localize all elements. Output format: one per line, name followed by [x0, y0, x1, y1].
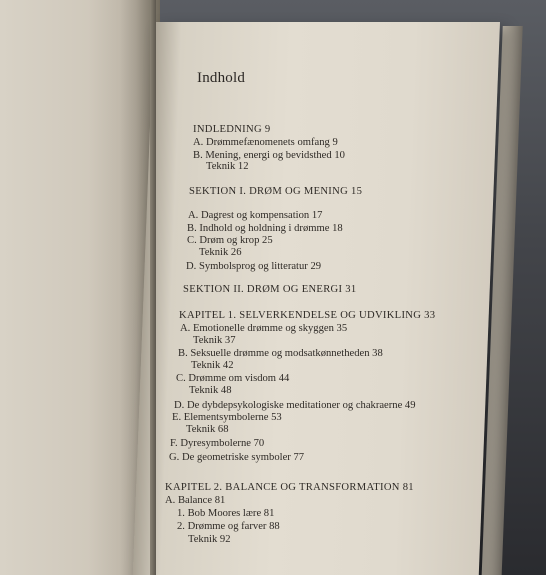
toc-line: INDLEDNING 9 — [193, 124, 271, 135]
toc-line: Teknik 42 — [191, 360, 234, 371]
toc-line: KAPITEL 2. BALANCE OG TRANSFORMATION 81 — [165, 482, 414, 493]
toc-line: Teknik 92 — [188, 534, 231, 545]
toc-line: B. Indhold og holdning i drømme 18 — [187, 223, 343, 234]
toc-line: B. Seksuelle drømme og modsatkønnetheden 38 — [178, 348, 383, 359]
toc-line: A. Balance 81 — [165, 495, 226, 506]
page-title: Indhold — [197, 70, 246, 86]
toc-line: 2. Drømme og farver 88 — [177, 521, 280, 532]
toc-line: Teknik 68 — [186, 424, 229, 435]
toc-line: B. Mening, energi og bevidsthed 10 — [193, 150, 345, 161]
toc-line: KAPITEL 1. SELVERKENDELSE OG UDVIKLING 33 — [179, 310, 436, 321]
toc-line: Teknik 12 — [206, 161, 249, 172]
toc-line: F. Dyresymbolerne 70 — [170, 438, 265, 449]
toc-line: C. Drømme om visdom 44 — [176, 373, 290, 384]
toc-line: SEKTION II. DRØM OG ENERGI 31 — [183, 284, 357, 295]
toc-line: D. De dybdepsykologiske meditationer og chakraerne 49 — [174, 400, 416, 411]
toc-line: A. Emotionelle drømme og skyggen 35 — [180, 323, 348, 334]
toc-line: 1. Bob Moores lære 81 — [177, 508, 275, 519]
toc-line: G. De geometriske symboler 77 — [169, 452, 305, 463]
toc-line: Teknik 37 — [193, 335, 236, 346]
toc-line: C. Drøm og krop 25 — [187, 235, 273, 246]
toc-line: Teknik 48 — [189, 385, 232, 396]
toc-line: Teknik 26 — [199, 247, 242, 258]
toc-line: SEKTION I. DRØM OG MENING 15 — [189, 186, 363, 197]
toc-line: A. Drømmefænomenets omfang 9 — [193, 137, 338, 148]
toc-line: E. Elementsymbolerne 53 — [172, 412, 282, 423]
toc-line: A. Dagrest og kompensation 17 — [188, 210, 323, 221]
toc-line: D. Symbolsprog og litteratur 29 — [186, 261, 322, 272]
